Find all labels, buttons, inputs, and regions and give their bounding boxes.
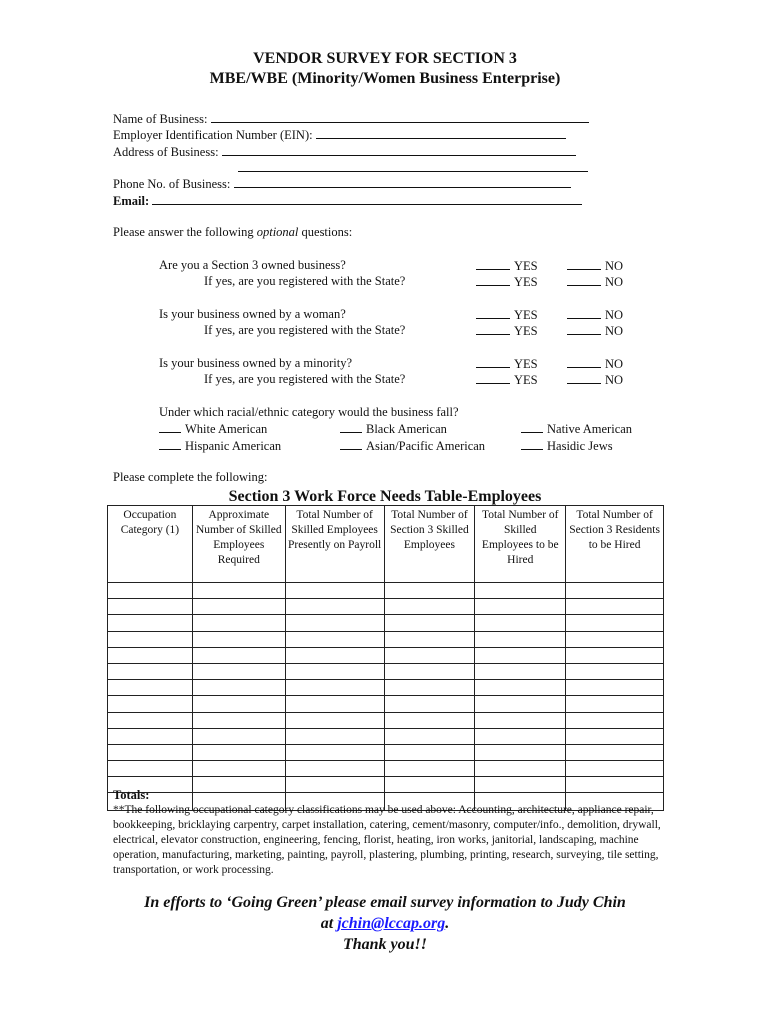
phone-row: [113, 176, 571, 192]
table-cell[interactable]: [108, 631, 193, 647]
table-cell[interactable]: [475, 777, 566, 793]
table-row: [108, 583, 664, 599]
table-cell[interactable]: [192, 680, 285, 696]
page-title: VENDOR SURVEY FOR SECTION 3: [253, 50, 517, 67]
table-cell[interactable]: [566, 777, 664, 793]
table-cell[interactable]: [192, 744, 285, 760]
intro-text: [113, 225, 352, 240]
q1-yes-blank[interactable]: [476, 258, 510, 270]
table-cell[interactable]: [475, 647, 566, 663]
table-cell[interactable]: [108, 728, 193, 744]
table-cell[interactable]: [108, 712, 193, 728]
table-cell[interactable]: [285, 761, 384, 777]
business-name-label: Name of Business:: [113, 112, 208, 126]
q2-sub-no[interactable]: [567, 323, 623, 339]
email-label: Email:: [113, 194, 150, 208]
table-row: [108, 744, 664, 760]
table-cell[interactable]: [192, 663, 285, 679]
q3-sub-no-blank[interactable]: [567, 372, 601, 384]
question-1: Are you a Section 3 owned business?: [159, 258, 346, 272]
table-cell[interactable]: [108, 663, 193, 679]
col-header-residents-to-be-hired: Total Number of Section 3 Residents to be Hired: [566, 506, 664, 583]
table-row: [108, 599, 664, 615]
ethnic-option-asian[interactable]: [340, 438, 485, 454]
ein-field[interactable]: [316, 127, 566, 139]
occupation-note: **The following occupational category classifications may be used above: Accounting, architecture, appliance repair, bookkeeping, bricklaying carpentry, carpet installation, catering, cement/masonry, computer/info., demolition, drywall, electrical, elevator construction, engineering, fencing, florist, heating, iron works, janitorial, landscaping, machine operation, manufacturing, marketing, painting, payroll, plastering, plumbing, printing, research, surveying, tile setting, transportation, or work processing.: [113, 804, 661, 876]
q3-sub-yes[interactable]: [476, 372, 538, 388]
table-cell[interactable]: [475, 744, 566, 760]
q3-no-blank[interactable]: [567, 356, 601, 368]
table-cell[interactable]: [285, 680, 384, 696]
table-cell[interactable]: [108, 744, 193, 760]
footer-period: .: [445, 915, 450, 932]
table-cell[interactable]: [475, 728, 566, 744]
q3-no-label: NO: [605, 357, 624, 371]
table-cell[interactable]: [285, 647, 384, 663]
address-field-line-2[interactable]: [238, 160, 588, 172]
ethnic-question: Under which racial/ethnic category would the business fall?: [159, 405, 459, 419]
ethnic-blank[interactable]: [521, 438, 543, 450]
ein-row: [113, 127, 566, 143]
table-cell[interactable]: [285, 583, 384, 599]
table-cell[interactable]: [285, 777, 384, 793]
ethnic-label: Hispanic American: [185, 439, 282, 453]
table-cell[interactable]: [566, 583, 664, 599]
q2-no-label: NO: [605, 308, 624, 322]
ethnic-blank[interactable]: [159, 438, 181, 450]
q1-sub-no[interactable]: [567, 274, 623, 290]
table-cell[interactable]: [192, 777, 285, 793]
question-1-sub: If yes, are you registered with the State?: [204, 274, 406, 288]
table-cell[interactable]: [192, 615, 285, 631]
intro-after: questions:: [298, 225, 353, 239]
table-row: [108, 615, 664, 631]
table-cell[interactable]: [566, 712, 664, 728]
table-cell[interactable]: [285, 728, 384, 744]
q1-sub-no-blank[interactable]: [567, 274, 601, 286]
q2-yes-label: YES: [514, 308, 538, 322]
table-cell[interactable]: [475, 680, 566, 696]
table-cell[interactable]: [285, 663, 384, 679]
ethnic-label: Native American: [547, 422, 633, 436]
ethnic-blank[interactable]: [340, 438, 362, 450]
q1-sub-yes[interactable]: [476, 274, 538, 290]
table-cell[interactable]: [475, 712, 566, 728]
table-cell[interactable]: [108, 583, 193, 599]
question-3: Is your business owned by a minority?: [159, 356, 353, 370]
col-header-section3-skilled: Total Number of Section 3 Skilled Employees: [384, 506, 475, 583]
email-row: [113, 193, 582, 209]
q1-sub-no-label: NO: [605, 275, 624, 289]
table-cell[interactable]: [384, 744, 475, 760]
table-cell[interactable]: [566, 599, 664, 615]
ethnic-blank[interactable]: [340, 421, 362, 433]
q3-sub-no[interactable]: [567, 372, 623, 388]
ethnic-option-native[interactable]: [521, 421, 632, 437]
table-cell[interactable]: [192, 599, 285, 615]
table-cell[interactable]: [285, 696, 384, 712]
q3-no[interactable]: [567, 356, 623, 372]
table-cell[interactable]: [475, 615, 566, 631]
address-row: [113, 144, 576, 160]
business-name-field[interactable]: [211, 111, 589, 123]
table-row: [108, 663, 664, 679]
col-header-occupation: Occupation Category (1): [108, 506, 193, 583]
table-cell[interactable]: [384, 663, 475, 679]
page-subtitle: MBE/WBE (Minority/Women Business Enterprise): [209, 70, 561, 87]
ethnic-label: Asian/Pacific American: [366, 439, 486, 453]
ethnic-option-white[interactable]: [159, 421, 267, 437]
col-header-approx-required: Approximate Number of Skilled Employees Required: [192, 506, 285, 583]
table-cell[interactable]: [384, 599, 475, 615]
table-cell[interactable]: [384, 615, 475, 631]
col-header-presently-on-payroll: Total Number of Skilled Employees Presently on Payroll: [285, 506, 384, 583]
table-cell[interactable]: [108, 615, 193, 631]
q1-sub-yes-label: YES: [514, 275, 538, 289]
table-cell[interactable]: [566, 680, 664, 696]
table-row: [108, 728, 664, 744]
table-cell[interactable]: [384, 680, 475, 696]
table-cell[interactable]: [475, 663, 566, 679]
table-row: [108, 631, 664, 647]
table-cell[interactable]: [384, 728, 475, 744]
table-cell[interactable]: [108, 761, 193, 777]
email-link[interactable]: jchin@lccap.org: [337, 915, 446, 932]
table-cell[interactable]: [566, 631, 664, 647]
email-field[interactable]: [152, 193, 582, 205]
table-row: [108, 712, 664, 728]
table-cell[interactable]: [285, 744, 384, 760]
business-name-row: [113, 111, 589, 127]
table-cell[interactable]: [384, 696, 475, 712]
q2-no-blank[interactable]: [567, 307, 601, 319]
q1-no[interactable]: [567, 258, 623, 274]
table-cell[interactable]: [285, 599, 384, 615]
table-cell[interactable]: [192, 761, 285, 777]
ethnic-label: White American: [185, 422, 268, 436]
table-cell[interactable]: [192, 696, 285, 712]
q1-yes-label: YES: [514, 259, 538, 273]
q1-no-label: NO: [605, 259, 624, 273]
ethnic-blank[interactable]: [159, 421, 181, 433]
totals-label: Totals:: [113, 788, 150, 802]
table-row: [108, 696, 664, 712]
table-cell[interactable]: [566, 728, 664, 744]
table-cell[interactable]: [384, 647, 475, 663]
table-cell[interactable]: [108, 599, 193, 615]
table-cell[interactable]: [475, 583, 566, 599]
table-cell[interactable]: [475, 599, 566, 615]
table-cell[interactable]: [475, 761, 566, 777]
ethnic-option-hispanic[interactable]: [159, 438, 281, 454]
q3-sub-yes-blank[interactable]: [476, 372, 510, 384]
table-cell[interactable]: [566, 696, 664, 712]
address-row-2: [238, 160, 588, 176]
question-2: Is your business owned by a woman?: [159, 307, 346, 321]
table-cell[interactable]: [192, 647, 285, 663]
table-cell[interactable]: [108, 647, 193, 663]
footer-thanks: Thank you!!: [342, 936, 428, 953]
table-row: [108, 777, 664, 793]
table-cell[interactable]: [384, 583, 475, 599]
q2-sub-no-label: NO: [605, 324, 624, 338]
q3-sub-yes-label: YES: [514, 373, 538, 387]
table-cell[interactable]: [285, 712, 384, 728]
q2-yes-blank[interactable]: [476, 307, 510, 319]
ethnic-option-hasidic[interactable]: [521, 438, 613, 454]
table-cell[interactable]: [192, 712, 285, 728]
ein-label: Employer Identification Number (EIN):: [113, 128, 313, 142]
q3-yes[interactable]: [476, 356, 538, 372]
table-cell[interactable]: [566, 761, 664, 777]
q2-yes[interactable]: [476, 307, 538, 323]
ethnic-label: Black American: [366, 422, 447, 436]
ethnic-blank[interactable]: [521, 421, 543, 433]
footer-line-2: [0, 915, 770, 933]
table-cell[interactable]: [384, 777, 475, 793]
table-cell[interactable]: [285, 631, 384, 647]
intro-emphasis: optional: [256, 225, 299, 239]
table-cell[interactable]: [566, 615, 664, 631]
table-row: [108, 680, 664, 696]
table-header-row: [108, 506, 664, 583]
q1-sub-yes-blank[interactable]: [476, 274, 510, 286]
q1-yes[interactable]: [476, 258, 538, 274]
intro-before: Please answer the following: [113, 225, 257, 239]
q3-yes-blank[interactable]: [476, 356, 510, 368]
question-2-sub: If yes, are you registered with the State?: [204, 323, 406, 337]
table-cell[interactable]: [285, 615, 384, 631]
footer-line-1: In efforts to ‘Going Green’ please email survey information to Judy Chin: [144, 894, 626, 911]
table-cell[interactable]: [192, 728, 285, 744]
question-3-sub: If yes, are you registered with the State?: [204, 372, 406, 386]
col-header-to-be-hired: Total Number of Skilled Employees to be Hired: [475, 506, 566, 583]
table-cell[interactable]: [192, 631, 285, 647]
q2-sub-no-blank[interactable]: [567, 323, 601, 335]
table-title: Section 3 Work Force Needs Table-Employees: [228, 488, 542, 505]
ethnic-label: Hasidic Jews: [547, 439, 613, 453]
q3-sub-no-label: NO: [605, 373, 624, 387]
table-cell[interactable]: [566, 744, 664, 760]
table-row: [108, 647, 664, 663]
table-cell[interactable]: [475, 631, 566, 647]
table-cell[interactable]: [566, 663, 664, 679]
phone-field[interactable]: [234, 176, 571, 188]
q2-no[interactable]: [567, 307, 623, 323]
q3-yes-label: YES: [514, 357, 538, 371]
table-cell[interactable]: [384, 631, 475, 647]
phone-label: Phone No. of Business:: [113, 177, 231, 191]
table-row: [108, 761, 664, 777]
workforce-table: [107, 505, 664, 811]
footer-at: at: [320, 915, 338, 932]
table-cell[interactable]: [192, 583, 285, 599]
table-cell[interactable]: [108, 696, 193, 712]
q2-sub-yes-blank[interactable]: [476, 323, 510, 335]
complete-prompt: Please complete the following:: [113, 470, 268, 484]
table-cell[interactable]: [108, 680, 193, 696]
address-field[interactable]: [222, 144, 576, 156]
address-label: Address of Business:: [113, 145, 219, 159]
q2-sub-yes[interactable]: [476, 323, 538, 339]
table-cell[interactable]: [475, 696, 566, 712]
q1-no-blank[interactable]: [567, 258, 601, 270]
q2-sub-yes-label: YES: [514, 324, 538, 338]
table-cell[interactable]: [384, 761, 475, 777]
table-cell[interactable]: [384, 712, 475, 728]
ethnic-option-black[interactable]: [340, 421, 447, 437]
table-cell[interactable]: [566, 647, 664, 663]
